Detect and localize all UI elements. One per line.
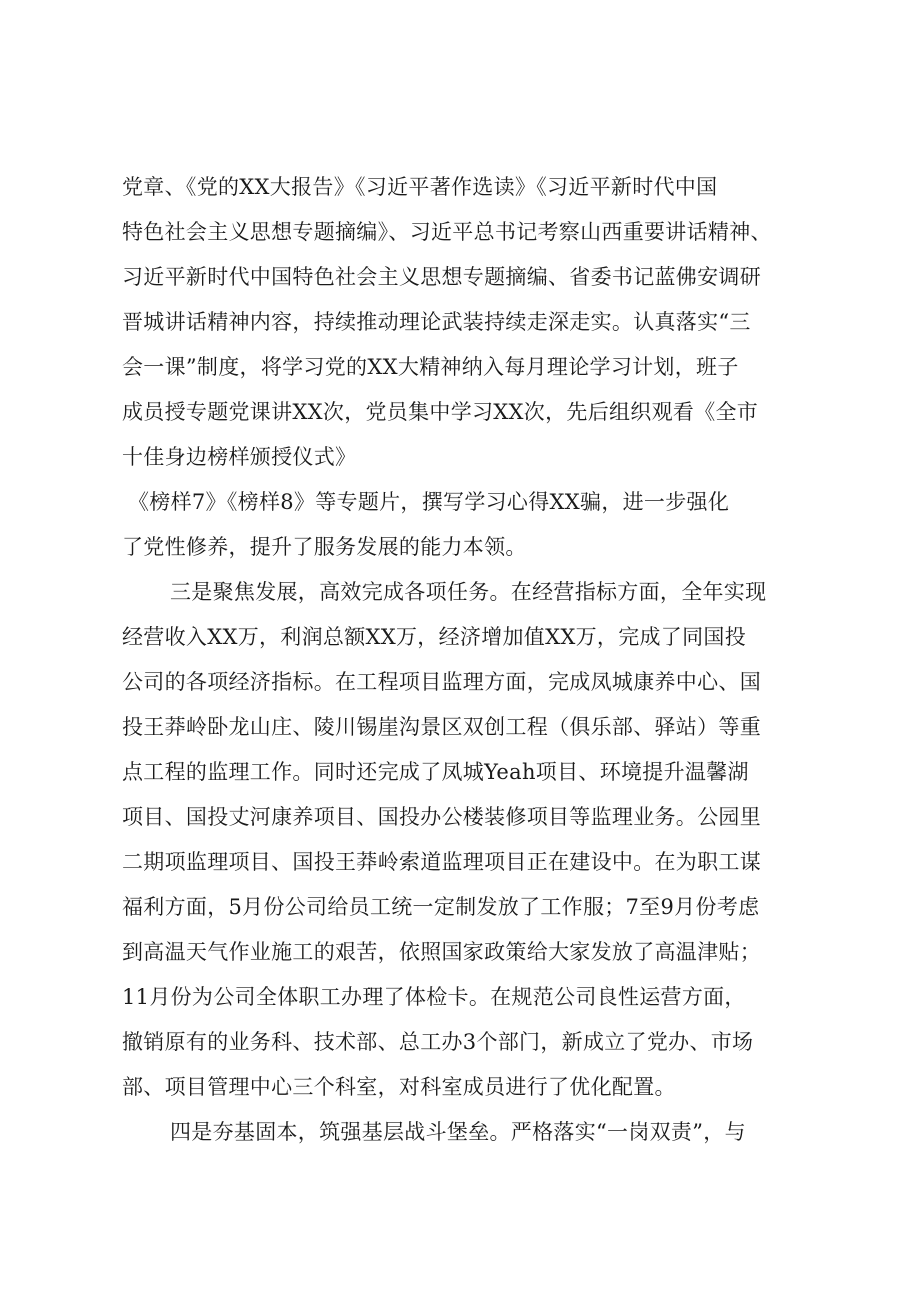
text-line: 福利方面，5月份公司给员工统一定制发放了工作服；7至9月份考虑 bbox=[122, 895, 760, 919]
text-line: 特色社会主义思想专题摘编》、习近平总书记考察山西重要讲话精神、 bbox=[122, 220, 772, 244]
paragraph-start-line: 三是聚焦发展，高效完成各项任务。在经营指标方面，全年实现 bbox=[170, 580, 767, 604]
text-line: 二期项监理项目、国投王莽岭索道监理项目正在建设中。在为职工谋 bbox=[122, 850, 761, 874]
text-line: 撤销原有的业务科、技术部、总工办3个部门，新成立了党办、市场 bbox=[122, 1030, 754, 1054]
text-line: 11月份为公司全体职工办理了体检卡。在规范公司良性运营方面， bbox=[122, 985, 746, 1009]
text-line: 部、项目管理中心三个科室，对科室成员进行了优化配置。 bbox=[122, 1075, 676, 1099]
text-line: 投王莽岭卧龙山庄、陵川锡崖沟景区双创工程（俱乐部、驿站）等重 bbox=[122, 715, 761, 739]
text-line: 习近平新时代中国特色社会主义思想专题摘编、省委书记蓝佛安调研 bbox=[122, 265, 761, 289]
text-line: 党章、《党的XX大报告》《习近平著作选读》《习近平新时代中国 bbox=[122, 175, 718, 199]
text-line: 公司的各项经济指标。在工程项目监理方面，完成凤城康养中心、国 bbox=[122, 670, 761, 694]
text-line: 《榜样7》《榜样8》等专题片，撰写学习心得XX骗，进一步强化 bbox=[128, 490, 730, 514]
text-line: 会一课”制度，将学习党的XX大精神纳入每月理论学习计划，班子 bbox=[122, 355, 739, 379]
text-line: 十佳身边榜样颁授仪式》 bbox=[122, 445, 357, 469]
text-line: 晋城讲话精神内容，持续推动理论武装持续走深走实。认真落实“三 bbox=[122, 310, 751, 334]
text-line: 成员授专题党课讲XX次，党员集中学习XX次，先后组织观看《全市 bbox=[122, 400, 759, 424]
text-line: 项目、国投丈河康养项目、国投办公楼装修项目等监理业务。公园里 bbox=[122, 805, 761, 829]
text-line: 点工程的监理工作。同时还完成了凤城Yeah项目、环境提升温馨湖 bbox=[122, 760, 749, 784]
text-line: 了党性修养，提升了服务发展的能力本领。 bbox=[122, 535, 527, 559]
text-line: 经营收入XX万，利润总额XX万，经济增加值XX万，完成了同国投 bbox=[122, 625, 746, 649]
paragraph-start-line: 四是夯基固本，筑强基层战斗堡垒。严格落实“一岗双责”，与 bbox=[170, 1120, 746, 1144]
text-line: 到高温天气作业施工的艰苦，依照国家政策给大家发放了高温津贴； bbox=[122, 940, 761, 964]
